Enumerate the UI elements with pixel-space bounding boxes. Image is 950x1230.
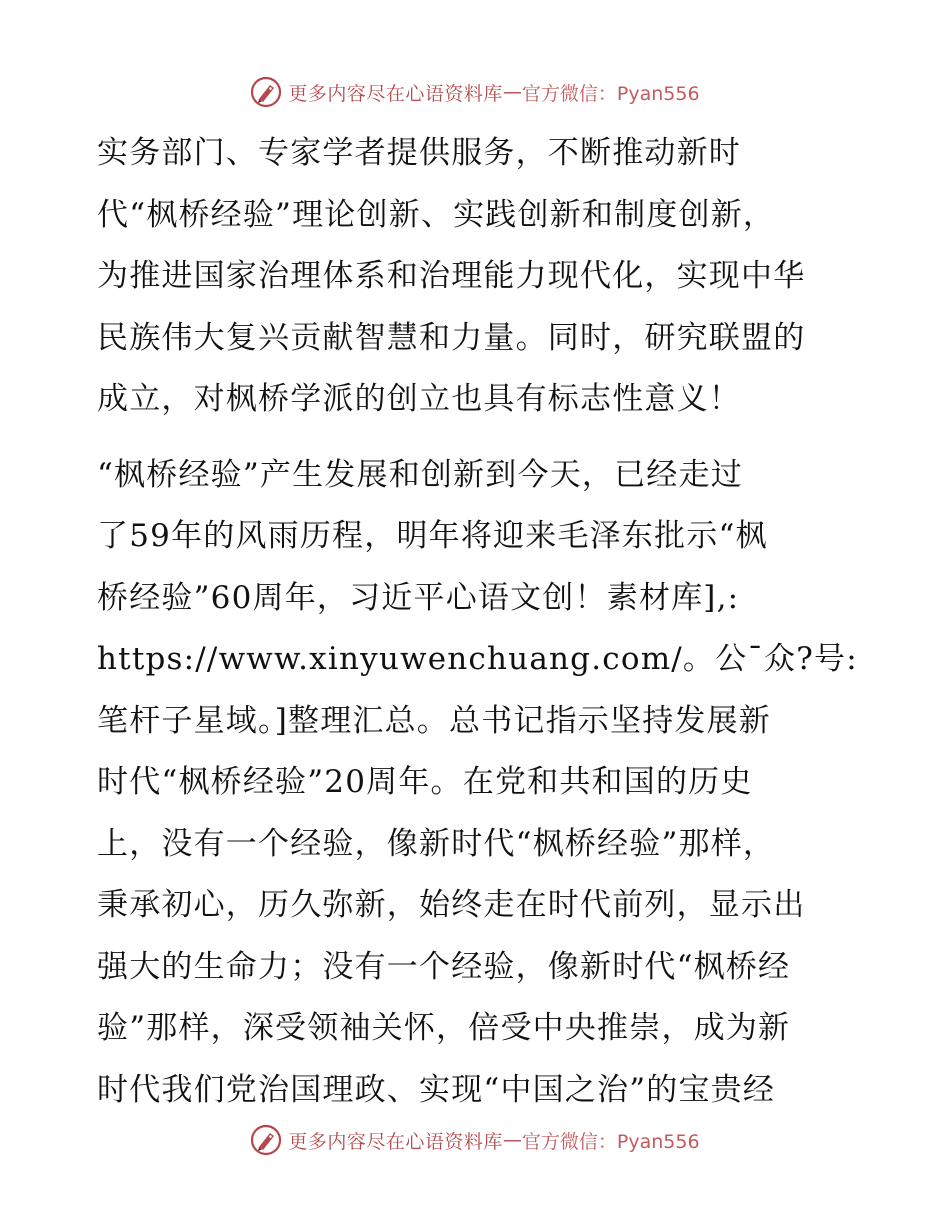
pen-nib-logo-icon — [250, 1124, 282, 1156]
watermark-contact: 官方微信：Pyan556 — [521, 82, 700, 105]
paragraph-1 — [97, 123, 857, 431]
watermark-contact: 官方微信：Pyan556 — [521, 1130, 700, 1153]
text-line: 秉承初心，历久弥新，始终走在时代前列，显示出 — [97, 887, 806, 923]
text-line: 成立，对枫桥学派的创立也具有标志性意义！ — [97, 381, 741, 417]
text-line: 上，没有一个经验，像新时代“枫桥经验”那样， — [97, 825, 776, 862]
footer-watermark — [0, 1120, 950, 1160]
watermark-separator: — — [502, 1129, 522, 1151]
document-body — [97, 123, 857, 1121]
text-line: 了59年的风雨历程，明年将迎来毛泽东批示“枫 — [97, 518, 768, 554]
text-line: 验”那样，深受领袖关怀，倍受中央推崇，成为新 — [97, 1010, 791, 1046]
watermark-separator: — — [502, 81, 522, 103]
watermark-text: 更多内容尽在心语资料库 — [288, 1130, 503, 1153]
text-line: 代“枫桥经验”理论创新、实践创新和制度创新， — [97, 196, 776, 233]
text-line: “枫桥经验”产生发展和创新到今天，已经走过 — [97, 456, 743, 493]
text-line: 时代“枫桥经验”20周年。在党和共和国的历史 — [97, 764, 753, 800]
watermark-text: 更多内容尽在心语资料库 — [288, 82, 503, 105]
paragraph-2 — [97, 445, 857, 1122]
text-line: 桥经验”60周年，习近平心语文创！素材库],: — [97, 579, 740, 616]
text-line: 时代我们党治国理政、实现“中国之治”的宝贵经 — [97, 1071, 776, 1108]
pen-nib-logo-icon — [250, 76, 282, 108]
text-line: https://www.xinyuwenchuang.com/。公¯众?号: — [97, 641, 858, 677]
text-line: 笔杆子星域。]整理汇总。总书记指示坚持发展新 — [97, 702, 771, 739]
text-line: 民族伟大复兴贡献智慧和力量。同时，研究联盟的 — [97, 319, 806, 356]
text-line: 实务部门、专家学者提供服务，不断推动新时 — [97, 135, 741, 171]
text-line: 为推进国家治理体系和治理能力现代化，实现中华 — [97, 258, 806, 294]
header-watermark — [0, 72, 950, 112]
text-line: 强大的生命力；没有一个经验，像新时代“枫桥经 — [97, 948, 791, 985]
